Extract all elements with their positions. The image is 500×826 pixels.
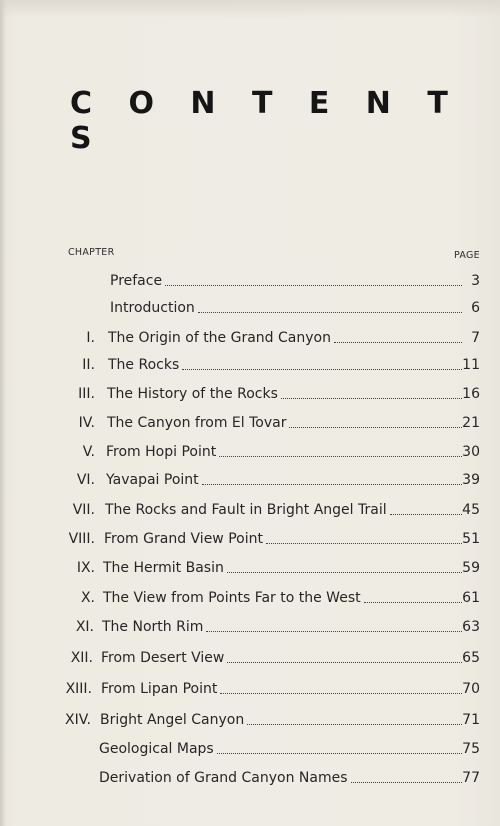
toc-entry[interactable] bbox=[0, 469, 500, 491]
dot-leader bbox=[351, 782, 462, 783]
dot-leader bbox=[217, 753, 462, 754]
toc-entry[interactable] bbox=[0, 383, 500, 405]
toc-entry[interactable] bbox=[0, 587, 500, 609]
chapter-numeral: III. bbox=[78, 386, 95, 402]
toc-entry[interactable] bbox=[0, 528, 500, 550]
chapter-title: Introduction bbox=[110, 300, 195, 316]
chapter-numeral: XIII. bbox=[65, 681, 92, 697]
chapter-title: The History of the Rocks bbox=[107, 386, 278, 402]
chapter-title: From Desert View bbox=[101, 650, 225, 666]
chapter-title: The Rocks bbox=[108, 357, 180, 373]
page-column-label: PAGE bbox=[453, 250, 480, 261]
chapter-title: Geological Maps bbox=[99, 741, 214, 757]
toc-entry[interactable] bbox=[0, 412, 500, 434]
page-number: 39 bbox=[462, 472, 480, 488]
chapter-numeral: XI. bbox=[75, 619, 94, 635]
toc-entry[interactable] bbox=[0, 354, 500, 376]
dot-leader bbox=[266, 543, 462, 544]
page-number: 16 bbox=[462, 386, 480, 402]
page-number: 6 bbox=[471, 300, 480, 316]
chapter-title: From Hopi Point bbox=[106, 444, 217, 460]
chapter-title: The Rocks and Fault in Bright Angel Trail bbox=[105, 502, 387, 518]
chapter-numeral: IX. bbox=[76, 560, 95, 576]
toc-entry[interactable] bbox=[0, 738, 500, 760]
page-number: 71 bbox=[462, 712, 480, 728]
toc-entry[interactable] bbox=[0, 441, 500, 463]
chapter-title: The North Rim bbox=[102, 619, 204, 635]
page-number: 51 bbox=[462, 531, 480, 547]
chapter-title: Preface bbox=[110, 273, 163, 289]
chapter-numeral: IV. bbox=[78, 415, 95, 431]
dot-leader bbox=[227, 572, 462, 573]
chapter-numeral: II. bbox=[82, 357, 95, 373]
chapter-title: Bright Angel Canyon bbox=[100, 712, 245, 728]
dot-leader bbox=[281, 398, 462, 399]
dot-leader bbox=[182, 369, 462, 370]
toc-entry[interactable] bbox=[0, 709, 500, 731]
dot-leader bbox=[390, 514, 462, 515]
page-number: 21 bbox=[462, 415, 480, 431]
toc-entry[interactable] bbox=[0, 557, 500, 579]
toc-entry[interactable] bbox=[0, 616, 500, 638]
dot-leader bbox=[334, 342, 462, 343]
page-number: 77 bbox=[462, 770, 480, 786]
chapter-title: From Grand View Point bbox=[104, 531, 263, 547]
page-number: 3 bbox=[471, 273, 480, 289]
dot-leader bbox=[165, 285, 462, 286]
page-number: 75 bbox=[462, 741, 480, 757]
dot-leader bbox=[220, 693, 462, 694]
dot-leader bbox=[247, 724, 462, 725]
chapter-numeral: V. bbox=[82, 444, 95, 460]
page-number: 59 bbox=[462, 560, 480, 576]
chapter-numeral: X. bbox=[80, 590, 95, 606]
chapter-numeral: VI. bbox=[76, 472, 95, 488]
page-number: 30 bbox=[462, 444, 480, 460]
page-number: 70 bbox=[462, 681, 480, 697]
toc-entry[interactable] bbox=[0, 270, 500, 292]
chapter-title: The Canyon from El Tovar bbox=[107, 415, 287, 431]
chapter-title: The Hermit Basin bbox=[103, 560, 224, 576]
dot-leader bbox=[289, 427, 462, 428]
toc-entry[interactable] bbox=[0, 327, 500, 349]
dot-leader bbox=[206, 631, 462, 632]
chapter-numeral: VII. bbox=[72, 502, 95, 518]
toc-entry[interactable] bbox=[0, 647, 500, 669]
dot-leader bbox=[202, 484, 462, 485]
toc-entry[interactable] bbox=[0, 678, 500, 700]
chapter-title: Yavapai Point bbox=[106, 472, 199, 488]
chapter-numeral: I. bbox=[86, 330, 95, 346]
chapter-title: The View from Points Far to the West bbox=[103, 590, 361, 606]
page-number: 65 bbox=[462, 650, 480, 666]
contents-heading: C O N T E N T S bbox=[70, 86, 461, 156]
dot-leader bbox=[364, 602, 462, 603]
page-number: 11 bbox=[462, 357, 480, 373]
page-number: 7 bbox=[471, 330, 480, 346]
page-number: 61 bbox=[462, 590, 480, 606]
chapter-column-label: CHAPTER bbox=[68, 247, 115, 258]
chapter-title: The Origin of the Grand Canyon bbox=[108, 330, 331, 346]
dot-leader bbox=[198, 312, 462, 313]
chapter-numeral: VIII. bbox=[68, 531, 95, 547]
page-number: 45 bbox=[462, 502, 480, 518]
chapter-numeral: XII. bbox=[70, 650, 93, 666]
dot-leader bbox=[219, 456, 462, 457]
chapter-title: Derivation of Grand Canyon Names bbox=[99, 770, 348, 786]
dot-leader bbox=[227, 662, 462, 663]
chapter-title: From Lipan Point bbox=[101, 681, 218, 697]
page-number: 63 bbox=[462, 619, 480, 635]
toc-entry[interactable] bbox=[0, 499, 500, 521]
toc-entry[interactable] bbox=[0, 767, 500, 789]
toc-entry[interactable] bbox=[0, 297, 500, 319]
chapter-numeral: XIV. bbox=[65, 712, 91, 728]
